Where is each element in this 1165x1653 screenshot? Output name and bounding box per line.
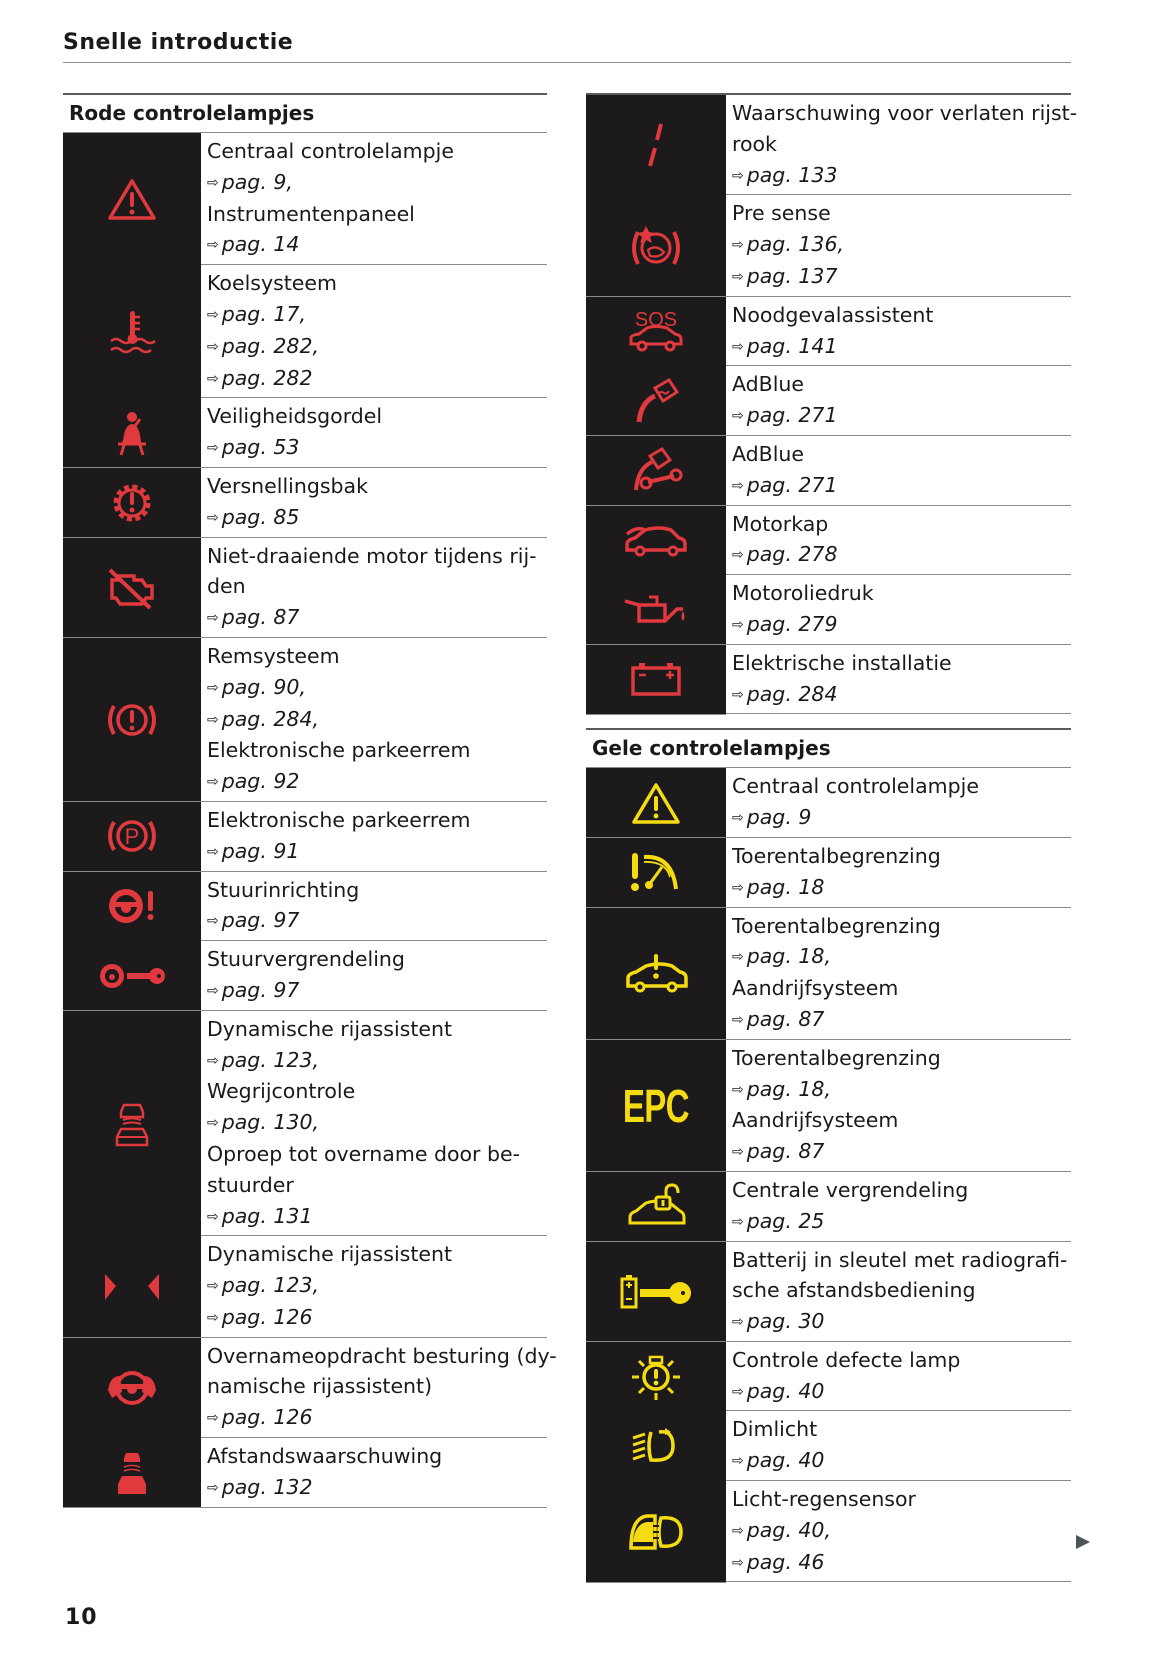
lane-departure-icon [586,95,726,196]
svg-text:SOS: SOS [634,309,678,332]
page-reference-text: pag. 282 [221,365,313,390]
reference-arrow-icon: ⇨ [732,1383,744,1400]
lane-triangles-icon [63,1236,201,1338]
lamp-description [726,768,1071,837]
description-text: Toerentalbegrenzing [732,1045,941,1070]
table-row [586,1242,1071,1342]
page-reference-text: pag. 90, [221,674,306,699]
description-text: Veiligheidsgordel [207,404,383,429]
coolant-temperature-icon [63,265,201,399]
page-reference-text: pag. 141 [746,333,838,358]
reference-arrow-icon: ⇨ [207,237,219,254]
left-column [63,93,557,1508]
description-text: Elektronische parkeerrem [207,807,471,832]
page-reference-link[interactable] [207,432,541,464]
table-row [586,1040,1071,1172]
page-reference-text: pag. 17, [221,301,306,326]
page-reference-link[interactable] [207,766,541,798]
page-reference-text: pag. 14 [221,232,300,257]
page-reference-link[interactable] [207,1402,557,1434]
reference-arrow-icon: ⇨ [207,370,219,387]
adblue-icon [586,366,726,436]
description-text: namische rijassistent) [207,1374,433,1399]
warning-triangle-icon [63,133,201,266]
lamp-description [201,872,547,941]
table-row [586,506,1071,576]
page-reference-text: pag. 46 [746,1549,825,1574]
page-reference-text: pag. 53 [221,435,300,460]
reference-arrow-icon: ⇨ [732,879,744,896]
lamp-description [201,802,547,871]
gear-exclamation-icon [63,468,201,538]
page-reference-link[interactable] [732,1547,1065,1579]
table-row [63,872,547,942]
table-row [586,908,1071,1040]
page-reference-text: pag. 40 [746,1378,825,1403]
reference-arrow-icon: ⇨ [732,1314,744,1331]
page-reference-link[interactable] [207,602,541,634]
description-text: Stuurinrichting [207,877,360,902]
description-text: Licht-regensensor [732,1487,916,1512]
table-row [586,575,1071,645]
page-reference-link[interactable] [732,609,1065,641]
hood-open-icon [586,506,726,576]
right-column [586,93,1078,1582]
description-text: rook [732,131,777,156]
description-text: Aandrijfsysteem [732,1108,899,1133]
page-reference-text: pag. 131 [221,1203,313,1228]
page-reference-link[interactable] [732,1445,1065,1477]
description-text: Dimlicht [732,1417,818,1442]
page-reference-text: pag. 97 [221,908,300,933]
reference-arrow-icon: ⇨ [207,1410,219,1427]
warning-triangle-icon [586,768,726,838]
reference-arrow-icon: ⇨ [207,1309,219,1326]
lamp-description [201,1236,547,1336]
central-locking-icon [586,1172,726,1242]
table-row [63,802,547,872]
lamp-description [726,1172,1071,1241]
description-text: Wegrijcontrole [207,1079,356,1104]
lamp-description [201,468,547,537]
page-reference-text: pag. 9, [221,169,293,194]
page-reference-link[interactable] [732,539,1065,571]
page-reference-text: pag. 123, [221,1273,319,1298]
table-row [63,1011,547,1237]
description-text: sche afstandsbediening [732,1278,976,1303]
page-reference-text: pag. 40, [746,1517,831,1542]
page-reference-link[interactable] [207,836,541,868]
bulb-failure-icon [586,1342,726,1412]
battery-icon [586,645,726,715]
reference-arrow-icon: ⇨ [207,982,219,999]
reference-arrow-icon: ⇨ [207,1208,219,1225]
description-text: Koelsysteem [207,271,337,296]
reference-arrow-icon: ⇨ [732,338,744,355]
continue-arrow-icon [1076,1535,1090,1549]
page-reference-link[interactable] [207,1201,541,1233]
page-reference-text: pag. 279 [746,611,838,636]
page-reference-text: pag. 91 [221,838,300,863]
reference-arrow-icon: ⇨ [207,1278,219,1295]
lamp-description [726,1411,1071,1480]
reference-arrow-icon: ⇨ [732,1453,744,1470]
description-text: Motoroliedruk [732,581,874,606]
page-reference-text: pag. 132 [221,1474,313,1499]
table-row [586,1411,1071,1481]
lamp-description [726,436,1071,505]
page-reference-text: pag. 18, [746,1076,831,1101]
table-row [63,265,547,398]
page-reference-link[interactable] [732,941,1065,973]
description-text: Centraal controlelampje [732,774,979,799]
page-reference-text: pag. 9 [746,805,812,830]
distance-warning-icon [63,1438,201,1508]
page-reference-link[interactable] [732,1306,1067,1338]
reference-arrow-icon: ⇨ [207,1479,219,1496]
description-text: Waarschuwing voor verlaten rijst- [732,101,1078,125]
page-reference-link[interactable] [207,167,541,199]
lamp-description [726,838,1071,907]
svg-text:P: P [124,824,140,850]
reference-arrow-icon: ⇨ [732,1522,744,1539]
table-row [63,398,547,468]
page-reference-link[interactable] [732,160,1077,192]
lamp-description [201,538,547,637]
table-row [586,436,1071,506]
table-row [586,95,1078,195]
page-reference-text: pag. 92 [221,769,300,794]
page-reference-link[interactable] [207,502,541,534]
page-reference-link[interactable] [207,299,541,331]
reference-arrow-icon: ⇨ [732,167,744,184]
page-reference-text: pag. 137 [746,263,838,288]
reference-arrow-icon: ⇨ [207,610,219,627]
red-lamps-table [63,133,557,1508]
reference-arrow-icon: ⇨ [207,509,219,526]
table-row [63,468,547,538]
table-row [63,1236,547,1337]
table-row [586,1172,1071,1242]
page-reference-text: pag. 130, [221,1110,319,1135]
page-reference-text: pag. 40 [746,1448,825,1473]
parking-brake-icon [63,802,201,872]
page-reference-link[interactable] [732,872,1065,904]
page-reference-link[interactable] [207,672,541,704]
lamp-description [726,1342,1071,1411]
page-reference-link[interactable] [207,229,541,261]
page-reference-link[interactable] [207,1302,541,1334]
table-row [586,838,1071,908]
description-text: Instrumentenpaneel [207,201,415,226]
description-text: Elektronische parkeerrem [207,738,471,763]
reference-arrow-icon: ⇨ [207,1115,219,1132]
page-reference-link[interactable] [207,331,541,363]
description-text: Overnameopdracht besturing (dy- [207,1343,557,1368]
reference-arrow-icon: ⇨ [732,1011,744,1028]
description-text: Motorkap [732,511,829,536]
lamp-description [201,941,547,1010]
seatbelt-icon [63,398,201,468]
description-text: Centrale vergrendeling [732,1177,969,1202]
page-reference-text: pag. 136, [746,232,844,257]
table-row [586,645,1071,715]
header-rule [63,62,1071,63]
reference-arrow-icon: ⇨ [207,1052,219,1069]
reference-arrow-icon: ⇨ [207,338,219,355]
table-row [63,538,547,638]
page-reference-text: pag. 284, [221,706,319,731]
description-text: Niet-draaiende motor tijdens rij- [207,543,537,568]
page-reference-text: pag. 271 [746,472,838,497]
page-title: Snelle introductie [63,30,294,55]
description-text: Noodgevalassistent [732,302,934,327]
reference-arrow-icon: ⇨ [732,616,744,633]
reference-arrow-icon: ⇨ [207,306,219,323]
reference-arrow-icon: ⇨ [732,1081,744,1098]
description-text: AdBlue [732,372,805,397]
page-reference-link[interactable] [207,1270,541,1302]
car-exclamation-icon [586,908,726,1041]
table-row [63,941,547,1011]
hands-on-wheel-icon [63,1338,201,1439]
page-reference-link[interactable] [732,1376,1065,1408]
page-reference-text: pag. 18 [746,874,825,899]
page-reference-link[interactable] [207,1472,541,1504]
page-reference-link[interactable] [732,1004,1065,1036]
page-reference-text: pag. 85 [221,504,300,529]
lamp-description [726,575,1071,644]
page-reference-text: pag. 87 [746,1006,825,1031]
lamp-description [726,195,1071,295]
brake-exclamation-icon [63,638,201,802]
reference-arrow-icon: ⇨ [207,711,219,728]
lamp-description [726,297,1071,366]
page-reference-link[interactable] [732,1074,1065,1106]
description-text: Dynamische rijassistent [207,1242,453,1267]
description-text: Toerentalbegrenzing [732,913,941,938]
red-lamps-table-continued [586,93,1078,714]
reference-arrow-icon: ⇨ [207,843,219,860]
reference-arrow-icon: ⇨ [732,1213,744,1230]
lamp-description [201,638,547,801]
table-row [586,366,1071,436]
reference-arrow-icon: ⇨ [732,1144,744,1161]
page-reference-link[interactable] [207,704,541,736]
page-reference-link[interactable] [732,261,1065,293]
yellow-lamps-table [586,768,1071,1582]
lamp-description [726,506,1071,575]
lamp-description [726,908,1071,1039]
page-reference-text: pag. 87 [746,1139,825,1164]
epc-icon: EPC [586,1040,726,1173]
reference-arrow-icon: ⇨ [732,268,744,285]
page-reference-text: pag. 271 [746,403,838,428]
adblue-wrench-icon [586,436,726,506]
lamp-description [726,645,1071,714]
description-text: den [207,574,246,599]
page-reference-text: pag. 25 [746,1208,825,1233]
lamp-description [201,1011,547,1236]
low-beam-icon [586,1411,726,1481]
page-reference-link[interactable] [207,905,541,937]
reference-arrow-icon: ⇨ [732,1554,744,1571]
reference-arrow-icon: ⇨ [207,440,219,457]
page-reference-link[interactable] [732,1206,1065,1238]
sos-car-icon [586,297,726,367]
reference-arrow-icon: ⇨ [207,679,219,696]
page-reference-text: pag. 282, [221,333,319,358]
page-reference-text: pag. 30 [746,1309,825,1334]
description-text: Pre sense [732,201,831,226]
lamp-description [201,398,547,467]
engine-crossed-icon [63,538,201,639]
reference-arrow-icon: ⇨ [207,913,219,930]
page-reference-text: pag. 126 [221,1304,313,1329]
description-text: Afstandswaarschuwing [207,1444,443,1469]
lamp-description [201,1438,547,1507]
page-reference-link[interactable] [207,975,541,1007]
pre-sense-icon [586,195,726,297]
description-text: Remsysteem [207,643,340,668]
description-text: Versnellingsbak [207,473,368,498]
page-reference-link[interactable] [732,1515,1065,1547]
lamp-description [726,95,1083,194]
description-text: AdBlue [732,441,805,466]
page-reference-link[interactable] [207,1045,541,1077]
lamp-description [726,1242,1073,1341]
reference-arrow-icon: ⇨ [207,774,219,791]
page-reference-text: pag. 18, [746,944,831,969]
reference-arrow-icon: ⇨ [732,408,744,425]
reference-arrow-icon: ⇨ [732,477,744,494]
lamp-description [726,1481,1071,1581]
description-text: Dynamische rijassistent [207,1016,453,1041]
steering-exclamation-icon [63,872,201,942]
description-text: Toerentalbegrenzing [732,843,941,868]
description-text: Elektrische installatie [732,650,952,675]
page-reference-text: pag. 278 [746,542,838,567]
key-battery-icon [586,1242,726,1343]
rpm-limit-icon [586,838,726,908]
page-reference-link[interactable] [732,1136,1065,1168]
table-row [63,1338,557,1438]
page-reference-text: pag. 87 [221,605,300,630]
table-row [63,133,547,265]
section-title-red: Rode controlelampjes [63,93,547,133]
description-text: Controle defecte lamp [732,1347,961,1372]
page-reference-text: pag. 133 [746,162,838,187]
oil-can-icon [586,575,726,645]
section-title-yellow: Gele controlelampjes [586,728,1071,768]
table-row [586,297,1071,367]
page-reference-link[interactable] [732,229,1065,261]
page-reference-link[interactable] [732,470,1065,502]
page-reference-link[interactable] [732,802,1065,834]
adaptive-cruise-cars-icon [63,1011,201,1237]
lamp-description [726,366,1071,435]
page-reference-link[interactable] [207,1107,541,1139]
description-text: Oproep tot overname door be- [207,1141,521,1166]
page-reference-link[interactable] [732,679,1065,711]
lamp-description [201,265,547,397]
lamp-description [201,133,547,264]
reference-arrow-icon: ⇨ [732,949,744,966]
table-row [586,1481,1071,1582]
lamp-description [726,1040,1071,1171]
description-text: Stuurvergrendeling [207,947,405,972]
table-row [586,1342,1071,1412]
table-row [586,768,1071,838]
page-reference-text: pag. 97 [221,977,300,1002]
reference-arrow-icon: ⇨ [732,810,744,827]
light-rain-sensor-icon [586,1481,726,1583]
description-text: Centraal controlelampje [207,139,454,163]
table-row [586,195,1071,296]
steering-lock-key-icon [63,941,201,1011]
page-reference-text: pag. 126 [221,1405,313,1430]
page-reference-link[interactable] [732,331,1065,363]
description-text: Aandrijfsysteem [732,976,899,1001]
page-reference-link[interactable] [732,400,1065,432]
page-reference-text: pag. 284 [746,681,838,706]
page-reference-link[interactable] [207,363,541,395]
description-text: stuurder [207,1172,294,1197]
reference-arrow-icon: ⇨ [207,174,219,191]
reference-arrow-icon: ⇨ [732,237,744,254]
description-text: Batterij in sleutel met radiografi- [732,1247,1068,1272]
reference-arrow-icon: ⇨ [732,686,744,703]
table-row [63,1438,547,1508]
page-number: 10 [65,1605,98,1630]
page-reference-text: pag. 123, [221,1047,319,1072]
reference-arrow-icon: ⇨ [732,547,744,564]
table-row [63,638,547,802]
lamp-description [201,1338,563,1437]
